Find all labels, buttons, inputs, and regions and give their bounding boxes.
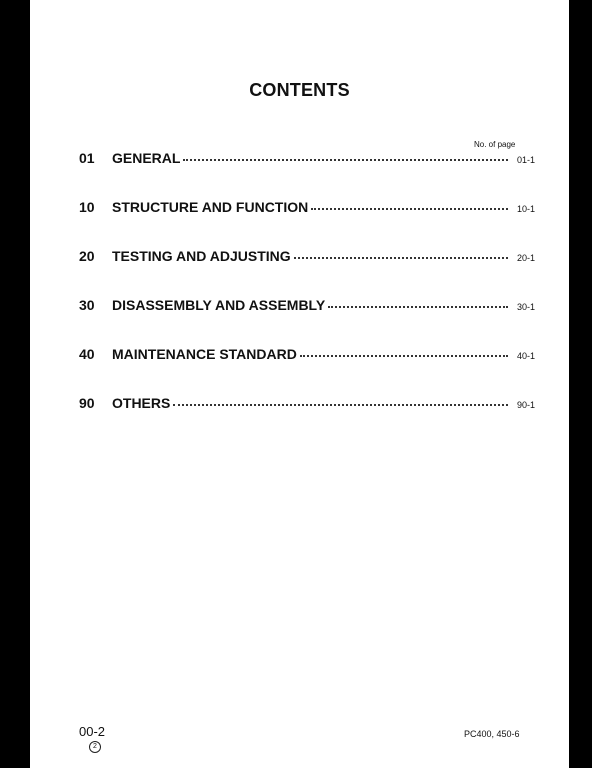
toc-entry-general [79, 150, 539, 199]
dot-leader [328, 306, 508, 308]
toc-section-number: 20 [79, 248, 95, 264]
footer-model: PC400, 450-6 [464, 729, 520, 739]
toc-section-title: STRUCTURE AND FUNCTION [112, 199, 309, 215]
toc-section-title: MAINTENANCE STANDARD [112, 346, 297, 362]
toc-entry-others [79, 395, 539, 444]
dot-leader [294, 257, 508, 259]
toc-section-number: 01 [79, 150, 95, 166]
toc-section-number: 10 [79, 199, 95, 215]
toc-page-number: 30-1 [517, 302, 536, 312]
footer-page-number: 00-2 [79, 724, 106, 739]
toc-page-number: 90-1 [517, 400, 536, 410]
toc-section-title: DISASSEMBLY AND ASSEMBLY [112, 297, 326, 313]
toc-section-title: TESTING AND ADJUSTING [112, 248, 291, 264]
toc-section-number: 90 [79, 395, 95, 411]
toc-page-number: 10-1 [517, 204, 536, 214]
document-page [30, 0, 569, 768]
toc-entry-testing-and-adjusting [79, 248, 539, 297]
toc-entry-structure-and-function [79, 199, 539, 248]
toc-section-title: GENERAL [112, 150, 181, 166]
toc-entry-maintenance-standard [79, 346, 539, 395]
page-title: CONTENTS [249, 80, 350, 100]
dot-leader [300, 355, 508, 357]
dot-leader [173, 404, 508, 406]
page-number-column-header: No. of page [474, 140, 516, 149]
toc-entry-disassembly-and-assembly [79, 297, 539, 346]
revision-mark: 2 [89, 741, 101, 753]
table-of-contents [79, 150, 539, 444]
toc-page-number: 01-1 [517, 155, 536, 165]
toc-section-title: OTHERS [112, 395, 171, 411]
dot-leader [311, 208, 508, 210]
toc-section-number: 30 [79, 297, 95, 313]
toc-page-number: 40-1 [517, 351, 536, 361]
toc-page-number: 20-1 [517, 253, 536, 263]
toc-section-number: 40 [79, 346, 95, 362]
dot-leader [183, 159, 508, 161]
